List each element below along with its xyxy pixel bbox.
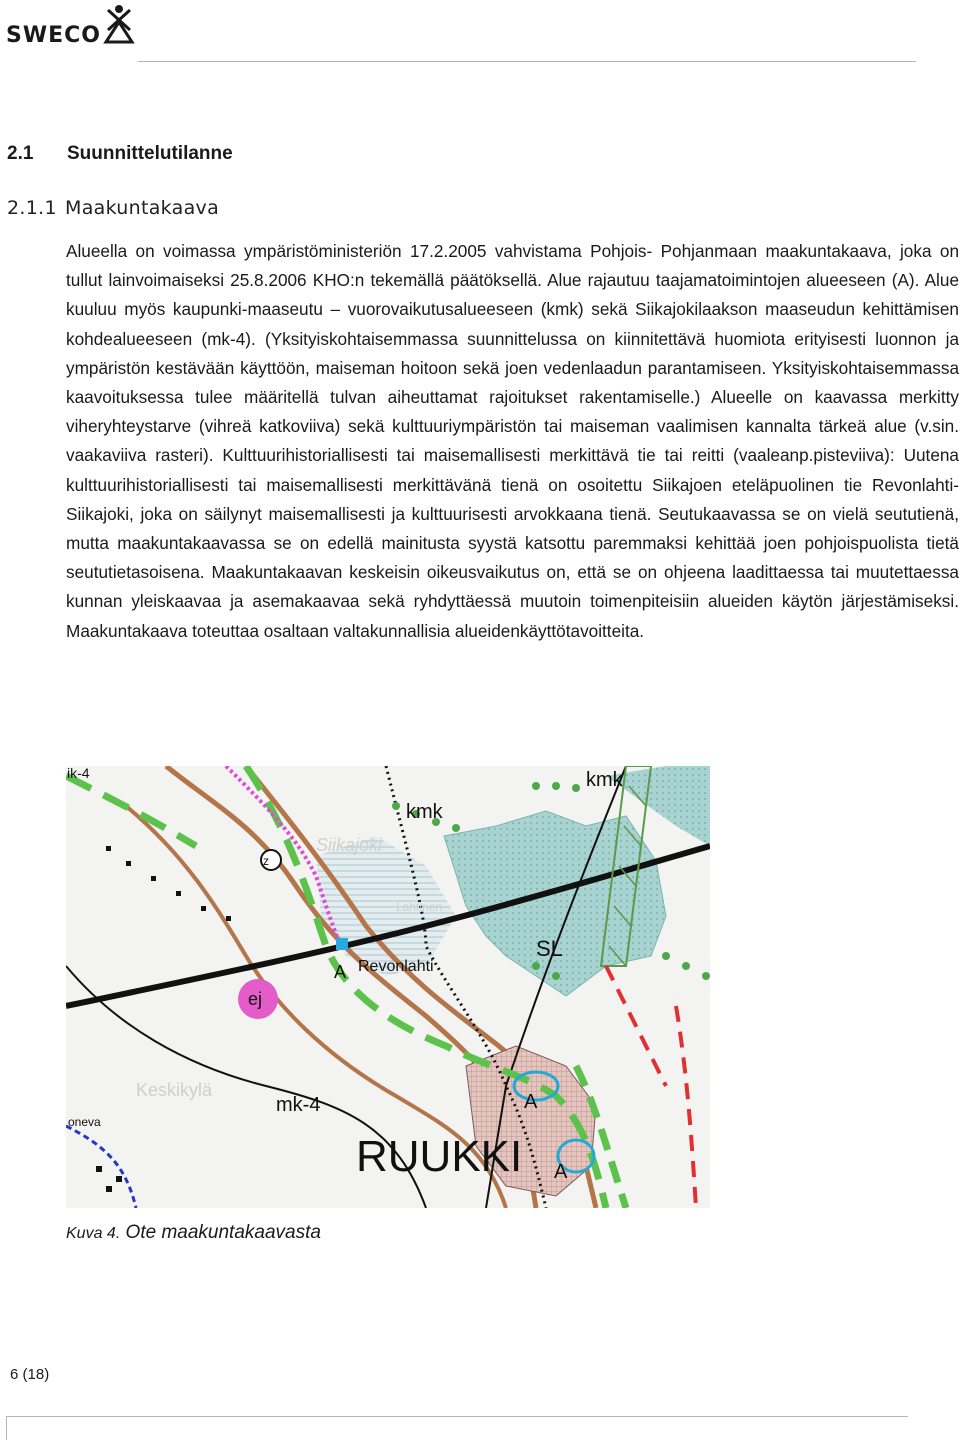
label-ruukki: RUUKKI (356, 1132, 523, 1181)
footer-tick (6, 1416, 7, 1440)
subsection-heading (7, 197, 219, 219)
section-number: 2.1 (7, 143, 34, 164)
label-ej: ej (248, 989, 263, 1009)
label-a-revonlahti: A (334, 962, 347, 982)
label-kmk-top: kmk (586, 769, 623, 791)
map-excerpt (66, 766, 710, 1208)
caption-prefix: Kuva 4. (66, 1225, 121, 1242)
subsection-number: 2.1.1 (7, 197, 57, 219)
page-number: 6 (18) (10, 1366, 50, 1383)
site-marker (336, 938, 348, 950)
label-sl: SL (536, 936, 563, 961)
label-kmk-mid: kmk (406, 801, 443, 823)
header-rule (138, 61, 916, 62)
body-text (66, 237, 959, 646)
sweco-logo (6, 4, 146, 50)
section-heading (7, 143, 233, 165)
label-ik4: ik-4 (67, 766, 90, 781)
label-keskikyla: Keskikylä (136, 1080, 213, 1100)
label-siikajoki: Siikajoki (316, 835, 383, 855)
label-oneva: oneva (68, 1115, 101, 1129)
label-lahti: Lahtinen (396, 900, 443, 914)
label-mk4: mk-4 (276, 1094, 321, 1116)
label-z: z (263, 854, 269, 868)
logo-figure-icon (102, 4, 136, 46)
section-title: Suunnittelutilanne (67, 143, 233, 164)
label-a-ruukki-south: A (554, 1161, 568, 1183)
label-revonlahti: Revonlahti (358, 958, 434, 975)
subsection-title: Maakuntakaava (65, 197, 220, 219)
label-a-ruukki-north: A (524, 1091, 538, 1113)
figure-caption (66, 1222, 321, 1244)
paragraph: Alueella on voimassa ympäristöministeriön 17.2.2005 vahvistama Pohjois- Pohjanmaan maakuntakaava, joka on tullut lainvoimaiseksi 25.8.2006 KHO:n tekemällä päätöksellä. Alue rajautuu taajamatoimintojen alueeseen (A). Alue kuuluu myös kaupunki-maaseutu – vuorovaikutusalueeseen (kmk) sekä Siikajokilaakson maaseudun kehittämisen kohdealueeseen (mk-4). (Yksityiskohtaisemmassa suunnittelussa on kiinnitettävä huomiota erityisesti luonnon ja ympäristön kestävään käyttöön, maiseman hoitoon sekä joen vedenlaadun parantamiseen. Yksityiskohtaisemmassa kaavoituksessa tulee määritellä tulvan aiheuttamat rajoitukset rakentamiselle.) Alueelle on kaavassa merkitty viheryhteystarve (vihreä katkoviiva) sekä kulttuuriympäristön tai maiseman vaalimisen kannalta tärkeä alue (v.sin. vaakaviiva rasteri). Kulttuurihistoriallisesti tai maisemallisesti merkittävä tie tai reitti (vaaleanp.pisteviiva): Uutena kulttuurihistoriallisesti tai maisemallisesti merkittävänä tienä on osoitettu Siikajoen eteläpuolinen tie Revonlahti- Siikajoki, joka on säilynyt maisemallisesti ja kulttuurisesti arvokkaana tienä. Seutukaavassa se on vielä seututienä, mutta maakuntakaavassa se on edellä mainitusta syystä katsottu paremmaksi kehittää joen pohjoispuolista tietä seututietasoisena. Maakuntakaavan keskeisin oikeusvaikutus on, että se on ohjeena laadittaessa tai muutettaessa kunnan yleiskaavaa ja asemakaavaa sekä ryhdyttäessä muutoin toimenpiteisiin alueiden käytön järjestämiseksi. Maakuntakaava toteuttaa osaltaan valtakunnallisia alueidenkäyttötavoitteita. (66, 241, 959, 641)
map-figure (66, 766, 710, 1208)
logo-wordmark: SWECO (6, 23, 101, 48)
caption-text: Ote maakuntakaavasta (120, 1222, 321, 1243)
footer-rule (6, 1416, 908, 1417)
